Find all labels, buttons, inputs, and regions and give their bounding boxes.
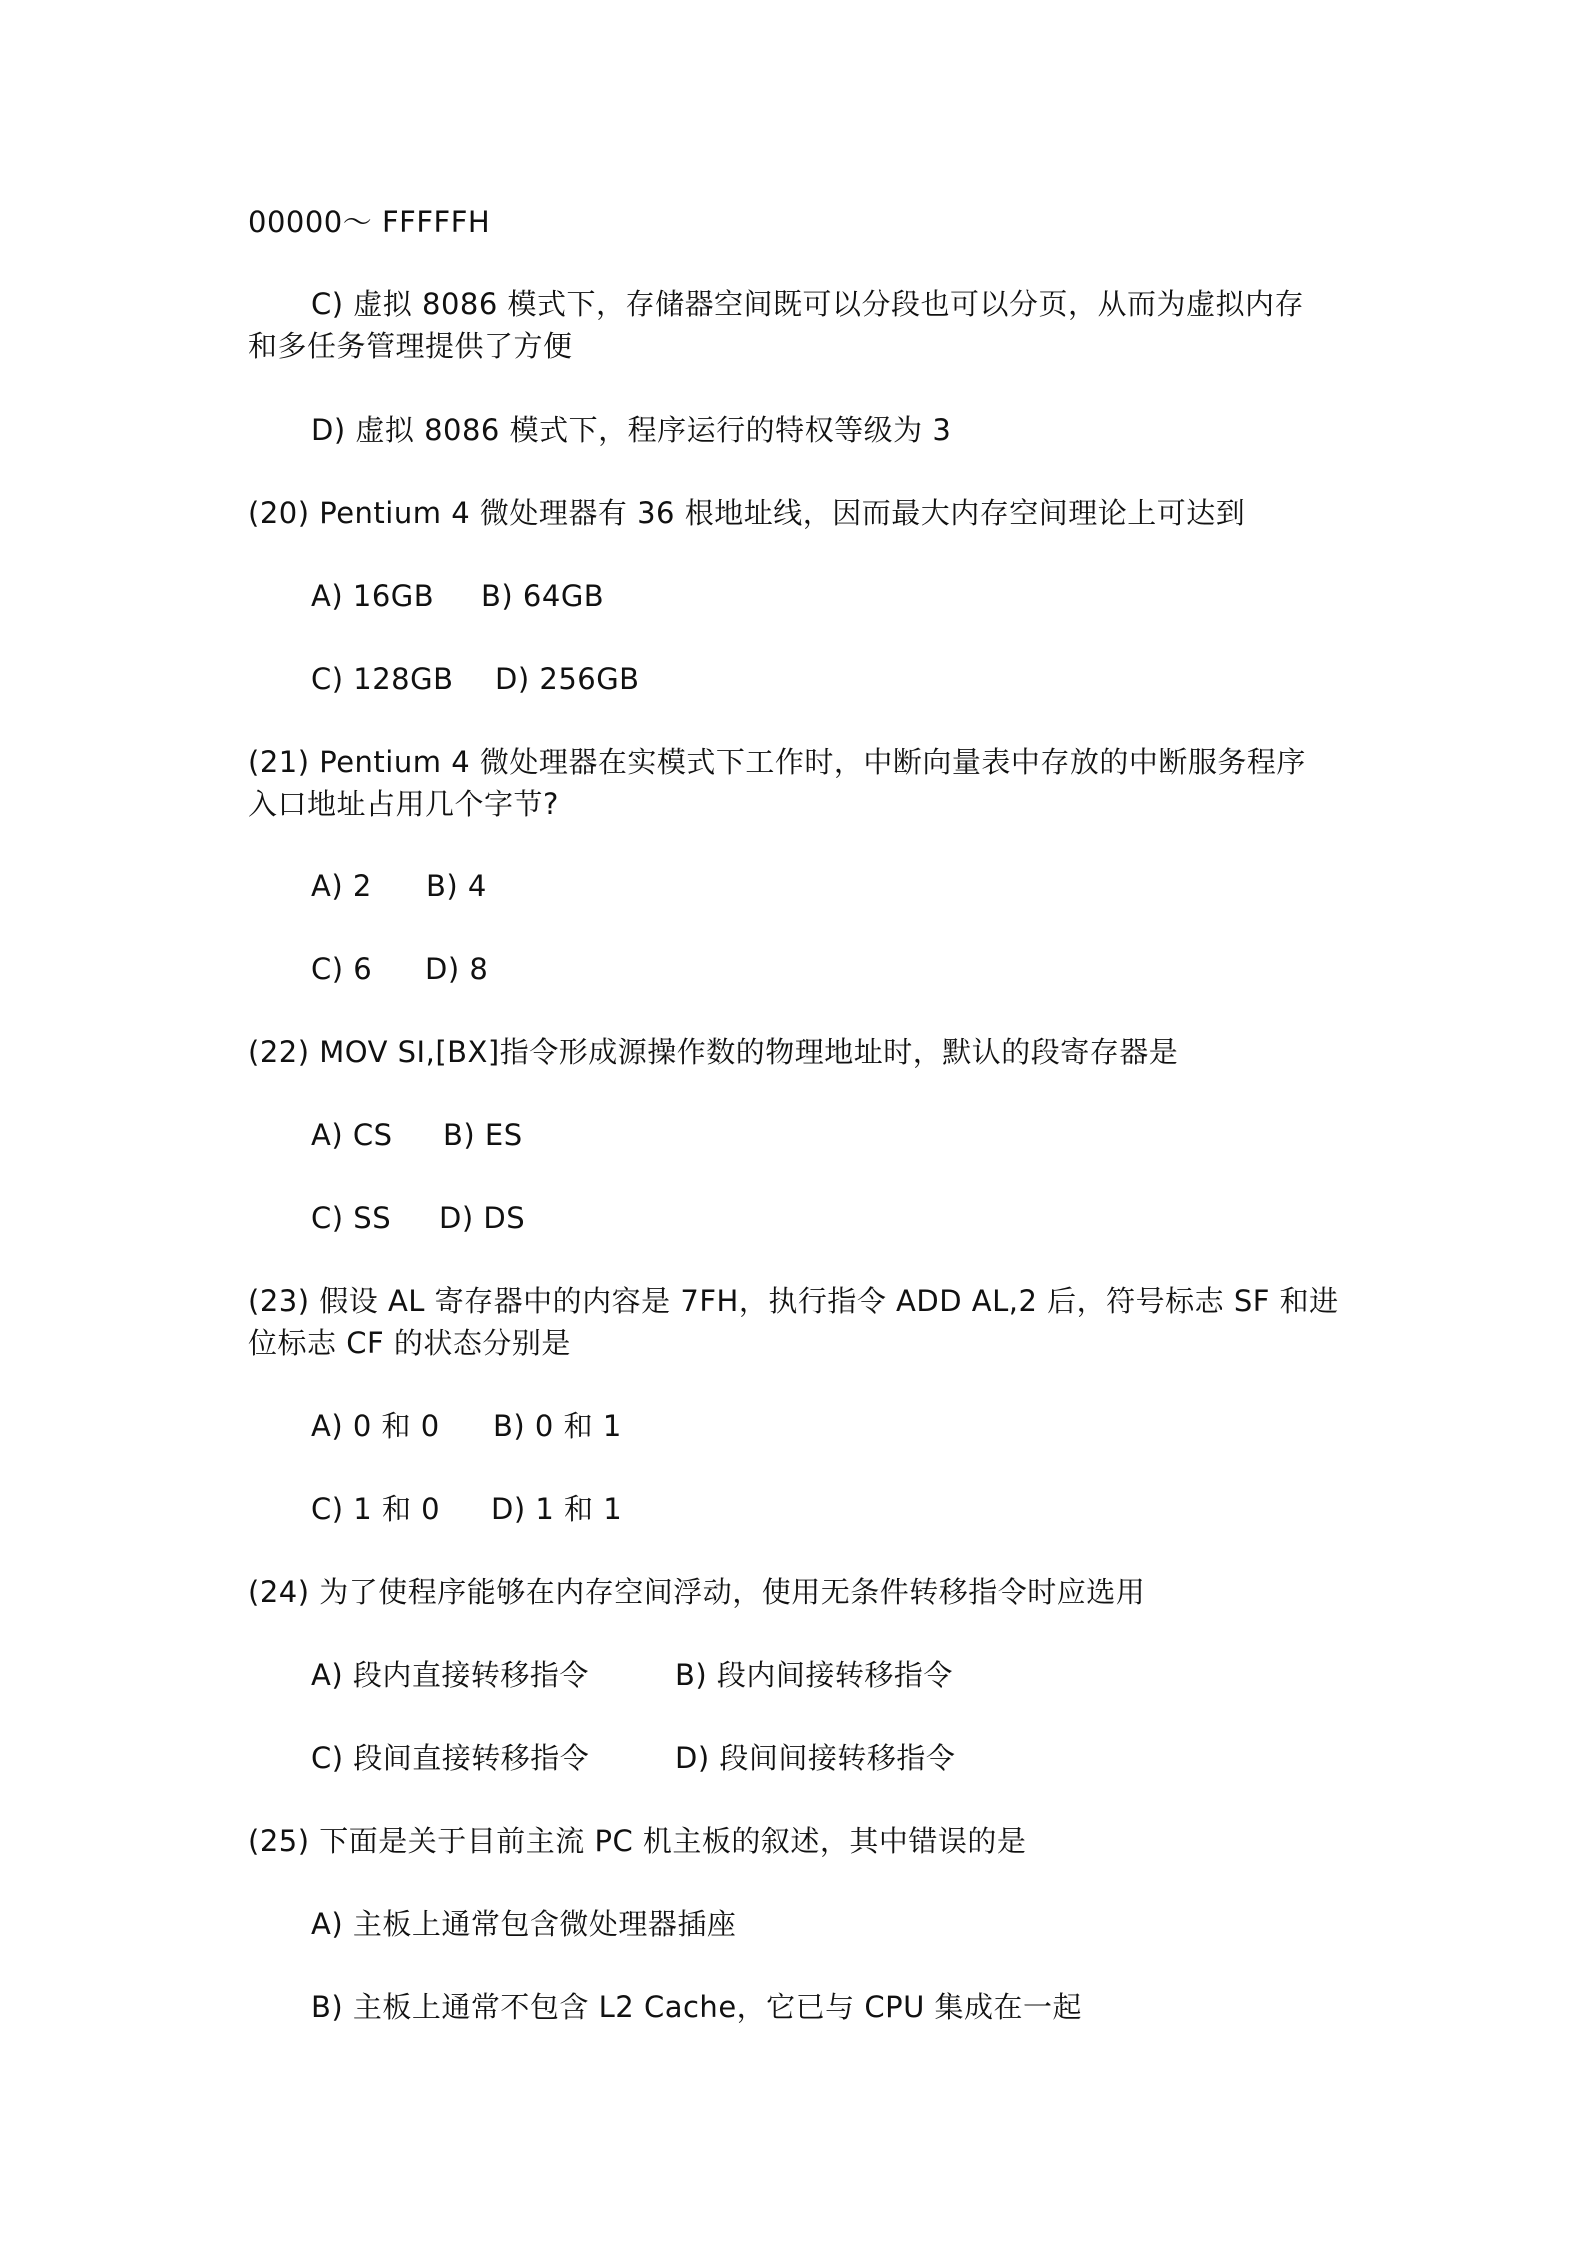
q21-option-d: D) 8 xyxy=(425,952,489,986)
q20-option-a: A) 16GB xyxy=(311,579,435,613)
question-21-options-row-1 xyxy=(311,866,487,906)
question-23-stem-line-1: (23) 假设 AL 寄存器中的内容是 7FH，执行指令 ADD AL,2 后，符号标志 SF 和进 xyxy=(248,1284,1339,1318)
q21-option-b: B) 4 xyxy=(426,869,487,903)
question-22-options-row-1 xyxy=(311,1115,523,1155)
q24-option-a: A) 段内直接转移指令 xyxy=(311,1658,589,1692)
q21-option-a: A) 2 xyxy=(311,869,372,903)
q24-option-b: B) 段内间接转移指令 xyxy=(675,1658,953,1692)
q23-option-a: A) 0 和 0 xyxy=(311,1409,440,1443)
q22-option-d: D) DS xyxy=(439,1201,526,1235)
question-21-stem-line-1: (21) Pentium 4 微处理器在实模式下工作时，中断向量表中存放的中断服务程序 xyxy=(248,745,1306,779)
q20-option-c: C) 128GB xyxy=(311,662,454,696)
question-23-options-row-2 xyxy=(311,1489,622,1529)
option-c-line-2: 和多任务管理提供了方便 xyxy=(248,329,573,363)
q20-option-b: B) 64GB xyxy=(481,579,605,613)
q23-option-b: B) 0 和 1 xyxy=(493,1409,622,1443)
q22-option-b: B) ES xyxy=(443,1118,523,1152)
q22-option-a: A) CS xyxy=(311,1118,393,1152)
question-24-options-row-1 xyxy=(311,1655,953,1695)
q23-option-c: C) 1 和 0 xyxy=(311,1492,441,1526)
q23-option-d: D) 1 和 1 xyxy=(491,1492,623,1526)
question-21-stem-line-2: 入口地址占用几个字节? xyxy=(248,787,559,821)
question-20-stem: (20) Pentium 4 微处理器有 36 根地址线，因而最大内存空间理论上可达到 xyxy=(248,496,1246,530)
q25-option-b: B) 主板上通常不包含 L2 Cache，它已与 CPU 集成在一起 xyxy=(311,1990,1083,2024)
q20-option-d: D) 256GB xyxy=(495,662,640,696)
q22-option-c: C) SS xyxy=(311,1201,392,1235)
option-d: D) 虚拟 8086 模式下，程序运行的特权等级为 3 xyxy=(311,413,952,447)
question-23-stem-line-2: 位标志 CF 的状态分别是 xyxy=(248,1326,571,1360)
question-23-options-row-1 xyxy=(311,1406,622,1446)
q24-option-d: D) 段间间接转移指令 xyxy=(675,1741,956,1775)
question-21-options-row-2 xyxy=(311,949,488,989)
option-c-line-1: C) 虚拟 8086 模式下，存储器空间既可以分段也可以分页，从而为虚拟内存 xyxy=(311,287,1305,321)
question-24-stem: (24) 为了使程序能够在内存空间浮动，使用无条件转移指令时应选用 xyxy=(248,1575,1146,1609)
question-20-options-row-1 xyxy=(311,576,604,616)
question-22-stem: (22) MOV SI,[BX]指令形成源操作数的物理地址时，默认的段寄存器是 xyxy=(248,1035,1179,1069)
question-25-stem: (25) 下面是关于目前主流 PC 机主板的叙述，其中错误的是 xyxy=(248,1824,1027,1858)
q21-option-c: C) 6 xyxy=(311,952,373,986)
question-20-options-row-2 xyxy=(311,659,640,699)
q24-option-c: C) 段间直接转移指令 xyxy=(311,1741,590,1775)
question-22-options-row-2 xyxy=(311,1198,525,1238)
question-24-options-row-2 xyxy=(311,1738,955,1778)
address-range-text: 00000～ FFFFFH xyxy=(248,205,491,239)
q25-option-a: A) 主板上通常包含微处理器插座 xyxy=(311,1907,737,1941)
